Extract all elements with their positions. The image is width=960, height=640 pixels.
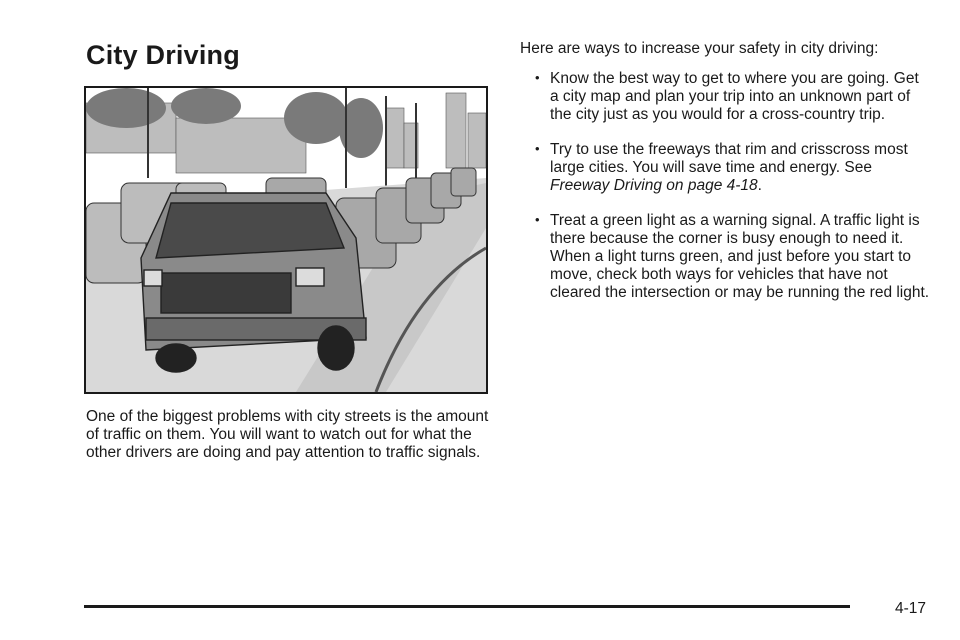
- footer-rule: [84, 605, 850, 608]
- cross-reference: Freeway Driving on page 4-18: [550, 177, 758, 194]
- tip-text: Treat a green light as a warning signal. A traffic light is there because the corner is busy enough to need it. When a light turns green, and just before you start to move, check both ways for vehicles that have not cleared the intersection or may be running the red light.: [550, 212, 930, 301]
- bullet-icon: •: [535, 141, 540, 156]
- intro-paragraph: One of the biggest problems with city streets is the amount of traffic on them. You will want to watch out for what the other drivers are doing and pay attention to traffic signals.: [86, 408, 489, 461]
- tip-text: Know the best way to get to where you are going. Get a city map and plan your trip into an unknown part of the city just as you would for a cross-country trip.: [550, 70, 919, 123]
- city-traffic-illustration: [84, 86, 488, 394]
- lead-sentence: Here are ways to increase your safety in city driving:: [520, 40, 879, 57]
- tip-text: Try to use the freeways that rim and crisscross most large cities. You will save time and energy. See: [550, 141, 908, 176]
- bullet-icon: •: [535, 70, 540, 85]
- bullet-icon: •: [535, 212, 540, 227]
- list-item: [520, 70, 930, 124]
- safety-tips-list: [520, 70, 930, 319]
- tip-text-end: .: [757, 177, 762, 194]
- list-item: [520, 212, 930, 302]
- list-item: [520, 141, 930, 195]
- page-title: City Driving: [86, 40, 240, 70]
- page-number: 4-17: [895, 600, 927, 617]
